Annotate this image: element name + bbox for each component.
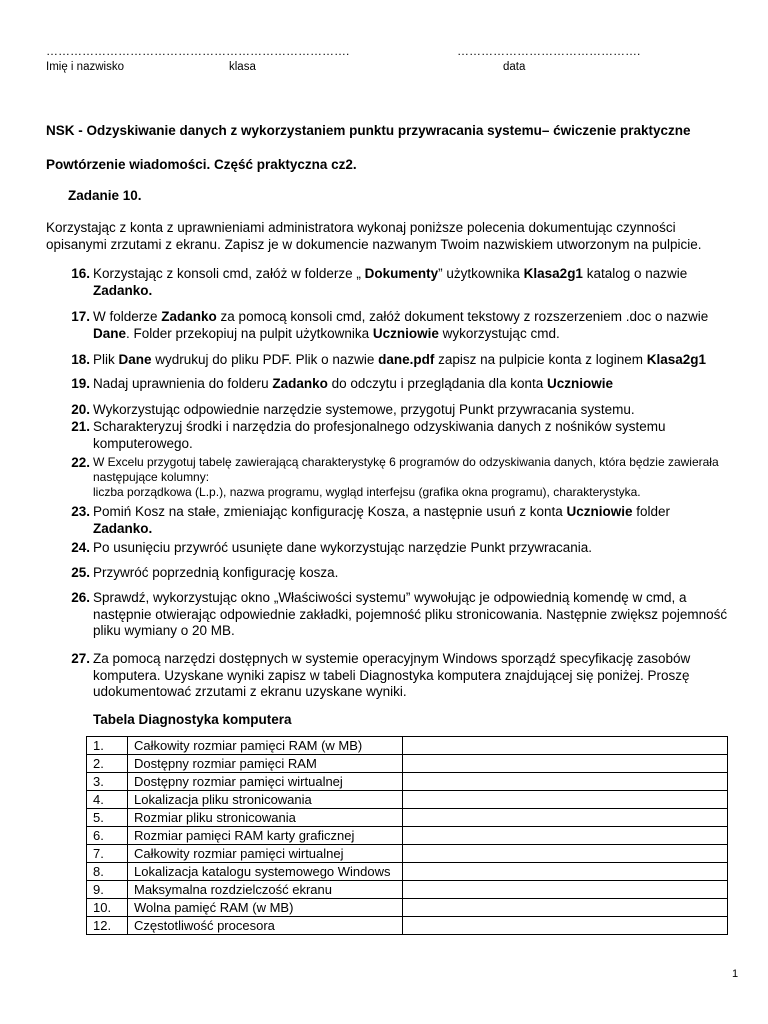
label-date: data — [503, 61, 526, 73]
table-row — [87, 845, 728, 863]
task-number: 21. — [71, 419, 90, 434]
table-title: Tabela Diagnostyka komputera — [93, 712, 292, 727]
table-row — [87, 917, 728, 935]
row-name-cell: Dostępny rozmiar pamięci RAM — [128, 755, 403, 773]
row-value-cell[interactable] — [403, 755, 728, 773]
task-text-part: wykorzystując cmd. — [438, 325, 560, 341]
task-text-part: do odczytu i przeglądania dla konta — [327, 376, 548, 391]
task-text-part: Korzystając z konsoli cmd, załóż w folderze „ — [93, 266, 365, 281]
row-value-cell[interactable] — [403, 827, 728, 845]
task-text-part: W folderze — [93, 309, 162, 324]
row-value-cell[interactable] — [403, 737, 728, 755]
row-number-cell: 12. — [87, 917, 128, 935]
table-row — [87, 899, 728, 917]
row-value-cell[interactable] — [403, 809, 728, 827]
table-row — [87, 863, 728, 881]
intro-paragraph: Korzystając z konta z uprawnieniami administratora wykonaj poniższe polecenia dokumentując czynności opisanymi zrzutami z ekranu. Zapisz je w dokumencie nazwanym Twoim nazwiskiem utworzonym na pulpicie. — [46, 220, 702, 252]
task-text-bold: Zadanko. — [93, 520, 153, 536]
row-value-cell[interactable] — [403, 845, 728, 863]
row-value-cell[interactable] — [403, 863, 728, 881]
row-number-cell: 3. — [87, 773, 128, 791]
task-text-bold: Uczniowie — [566, 504, 633, 519]
task-number: 19. — [71, 376, 90, 391]
row-name-cell: Całkowity rozmiar pamięci RAM (w MB) — [128, 737, 403, 755]
diagnostics-table — [86, 736, 728, 935]
table-row — [87, 755, 728, 773]
task-text-part: W Excelu przygotuj tabelę zawierającą charakterystykę 6 programów do odzyskiwania danych, która będzie zawierała następujące kolumny: — [93, 455, 719, 484]
name-dots: …………………………………………………………………. — [46, 44, 350, 58]
row-number-cell: 8. — [87, 863, 128, 881]
task-text-part: Przywróć poprzednią konfigurację kosza. — [93, 565, 339, 580]
task-text-bold: Zadanko — [272, 376, 328, 391]
row-number-cell: 2. — [87, 755, 128, 773]
table-row — [87, 791, 728, 809]
task-text-part: Sprawdź, wykorzystując okno „Właściwości systemu” wywołując je odpowiednią komendę w cmd, a następnie otwierając odpowiednie zakładki, pojemność pliku stronicowania. Następnie zwiększ pojemność pliku wymiany o 20 MB. — [93, 590, 728, 638]
label-name: Imię i nazwisko — [46, 61, 124, 73]
task-text-part: Za pomocą narzędzi dostępnych w systemie operacyjnym Windows sporządź specyfikację zasobów komputera. Uzyskane wyniki zapisz w tabeli Diagnostyka komputera znajdującej się poniżej. Proszę udokumentować zrzutami z ekranu uzyskane wyniki. — [93, 651, 691, 699]
task-number: 20. — [71, 402, 90, 417]
task-text — [93, 651, 728, 701]
task-text — [93, 266, 728, 299]
table-row — [87, 773, 728, 791]
task-number: 22. — [71, 455, 90, 470]
task-text-bold: Dokumenty — [364, 266, 439, 281]
row-name-cell: Częstotliwość procesora — [128, 917, 403, 935]
row-number-cell: 7. — [87, 845, 128, 863]
task-text-part: folder — [632, 504, 671, 519]
task-number: 17. — [71, 309, 90, 324]
task-text-part: Nadaj uprawnienia do folderu — [93, 376, 273, 391]
task-number: 25. — [71, 565, 90, 580]
row-value-cell[interactable] — [403, 773, 728, 791]
row-number-cell: 5. — [87, 809, 128, 827]
row-name-cell: Lokalizacja pliku stronicowania — [128, 791, 403, 809]
task-text-bold: Dane — [93, 325, 127, 341]
task-number: 24. — [71, 540, 90, 555]
task-text — [93, 352, 728, 369]
task-number: 27. — [71, 651, 90, 666]
row-name-cell: Rozmiar pamięci RAM karty graficznej — [128, 827, 403, 845]
task-text-part: ” użytkownika — [438, 266, 524, 281]
task-text — [93, 419, 728, 452]
task-text-bold: Uczniowie — [372, 325, 439, 341]
task-text-part: Scharakteryzuj środki i narzędzia do profesjonalnego odzyskiwania danych z nośników systemu komputerowego. — [93, 419, 666, 451]
task-text-bold: dane.pdf — [378, 352, 435, 367]
task-text-bold: Dane — [118, 352, 152, 367]
document-subtitle: Powtórzenie wiadomości. Część praktyczna cz2. — [46, 157, 357, 172]
task-number: 16. — [71, 266, 90, 281]
task-text — [93, 504, 728, 537]
task-text — [93, 376, 728, 393]
document-title: NSK - Odzyskiwanie danych z wykorzystaniem punktu przywracania systemu– ćwiczenie praktyczne — [46, 123, 691, 138]
table-row — [87, 827, 728, 845]
task-text — [93, 590, 728, 640]
row-name-cell: Rozmiar pliku stronicowania — [128, 809, 403, 827]
row-value-cell[interactable] — [403, 881, 728, 899]
task-text — [93, 565, 728, 582]
task-text — [93, 455, 728, 500]
row-number-cell: 1. — [87, 737, 128, 755]
table-row — [87, 737, 728, 755]
task-text-part: Plik — [93, 352, 119, 367]
task-text-part: zapisz na pulpicie konta z loginem — [434, 352, 647, 367]
task-heading: Zadanie 10. — [68, 188, 142, 203]
row-name-cell: Dostępny rozmiar pamięci wirtualnej — [128, 773, 403, 791]
task-text-part: Pomiń Kosz na stałe, zmieniając konfigurację Kosza, a następnie usuń z konta — [93, 504, 567, 519]
task-text-part: liczba porządkowa (L.p.), nazwa programu, wygląd interfejsu (grafika okna programu), charakterystyka. — [93, 485, 641, 499]
task-number: 18. — [71, 352, 90, 367]
task-text — [93, 540, 728, 557]
task-text-bold: Uczniowie — [547, 376, 614, 391]
task-text-part: . Folder przekopiuj na pulpit użytkownika — [126, 325, 373, 341]
table-row — [87, 809, 728, 827]
task-text-part: za pomocą konsoli cmd, załóż dokument tekstowy z rozszerzeniem .doc o nazwie — [216, 309, 709, 324]
date-dots: ………………………………………. — [457, 44, 641, 58]
task-text-part: katalog o nazwie — [582, 266, 688, 281]
row-number-cell: 6. — [87, 827, 128, 845]
task-text-part: wydrukuj do pliku PDF. Plik o nazwie — [151, 352, 379, 367]
task-text-bold: Klasa2g1 — [646, 352, 707, 367]
task-text — [93, 309, 728, 342]
row-number-cell: 9. — [87, 881, 128, 899]
page-number: 1 — [732, 968, 739, 980]
task-text-bold: Zadanko — [161, 309, 217, 324]
row-value-cell[interactable] — [403, 917, 728, 935]
task-text-part: Wykorzystując odpowiednie narzędzie systemowe, przygotuj Punkt przywracania systemu. — [93, 402, 635, 417]
row-number-cell: 10. — [87, 899, 128, 917]
task-text-bold: Klasa2g1 — [523, 266, 583, 281]
task-text-bold: Zadanko. — [93, 282, 153, 298]
label-class: klasa — [229, 61, 256, 73]
row-name-cell: Lokalizacja katalogu systemowego Windows — [128, 863, 403, 881]
row-value-cell[interactable] — [403, 899, 728, 917]
row-number-cell: 4. — [87, 791, 128, 809]
task-number: 23. — [71, 504, 90, 519]
table-row — [87, 881, 728, 899]
row-name-cell: Maksymalna rozdzielczość ekranu — [128, 881, 403, 899]
task-number: 26. — [71, 590, 90, 605]
task-text — [93, 402, 728, 419]
row-name-cell: Wolna pamięć RAM (w MB) — [128, 899, 403, 917]
task-text-part: Po usunięciu przywróć usunięte dane wykorzystując narzędzie Punkt przywracania. — [93, 540, 592, 555]
row-value-cell[interactable] — [403, 791, 728, 809]
row-name-cell: Całkowity rozmiar pamięci wirtualnej — [128, 845, 403, 863]
